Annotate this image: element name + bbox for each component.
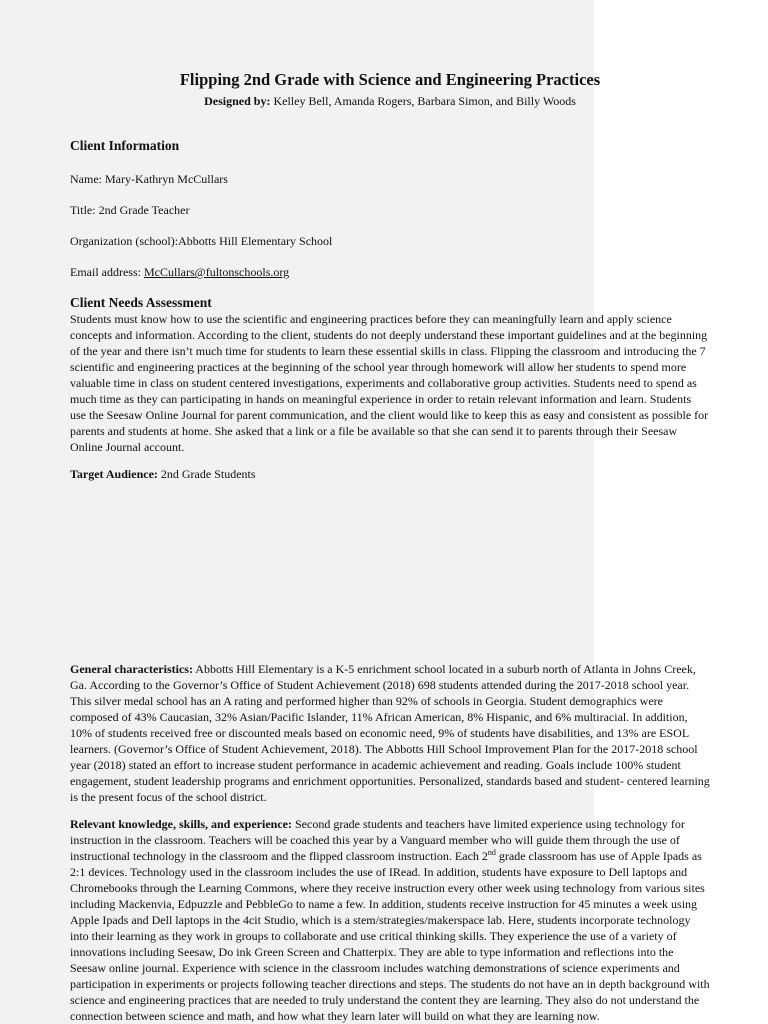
ordinal-suffix: nd (487, 848, 496, 857)
document-title: Flipping 2nd Grade with Science and Engineering Practices (179, 70, 601, 89)
target-audience-label: Target Audience: (70, 467, 158, 481)
relevant-knowledge (70, 816, 710, 1024)
client-email (70, 264, 710, 280)
target-audience-value: 2nd Grade Students (157, 467, 256, 481)
client-organization: Organization (school):Abbotts Hill Elementary School (70, 234, 333, 248)
email-label: Email address: (70, 265, 144, 279)
client-name: Name: Mary-Kathryn McCullars (70, 172, 228, 186)
relevant-knowledge-body-b: grade classroom has use of Apple Ipads as 2:1 devices. Technology used in the classroom includes the use of IRead. In addition, students have exposure to Dell laptops and Chromebooks through the Learning Commons, where they receive instruction every other week using technology from various sites including Mackenvia, Edpuzzle and PebbleGo to name a few. In addition, students receive instruction for 45 minutes a week using Apple Ipads and Dell laptops in the 4cit Studio, which is a stem/strategies/makerspace lab. Here, students incorporate technology into their learning as they work in groups to collaborate and use critical thinking skills. They experience the use of a variety of innovations including Seesaw, Do ink Green Screen and Chatterpix. They are able to type information and reflections into the Seesaw online journal. Experience with science in the classroom includes watching demonstrations of science experiments and participation in experiments or projects following teacher directions and steps. The students do not have an in depth background with science and engineering practices that are needed to truly understand the content they are learning. They also do not understand the connection between science and math, and how what they learn later will build on what they are learning now. (70, 849, 710, 1023)
relevant-knowledge-body-a: Second grade students and teachers have limited experience using technology for instruction in the classroom. Teachers will be coached this year by a Vanguard member who will guide them through the use of instructional technology in the classroom and the flipped classroom instruction. Each 2 (70, 817, 685, 863)
target-audience (70, 466, 710, 482)
needs-assessment-body: Students must know how to use the scientific and engineering practices before they can meaningfully learn and apply science concepts and information. According to the client, students do not deeply understand these important guidelines and at the beginning of the year and there isn’t much time for students to learn these essential skills in class. Flipping the classroom and introducing the 7 scientific and engineering practices at the beginning of the school year through homework will allow her students to spend more valuable time in class on student centered investigations, experiments and collaborative group activities. Students need to spend as much time as they can participating in hands on meaningful experience in order to retain relevant information and learn. Students use the Seesaw Online Journal for parent communication, and the client would like to keep this as easy and consistent as possible for parents and students at home. She asked that a link or a file be available so that she can send it to parents through their Seesaw Online Journal account. (70, 312, 709, 454)
needs-assessment-heading: Client Needs Assessment (70, 295, 212, 310)
client-title: Title: 2nd Grade Teacher (70, 203, 190, 217)
designers-line (70, 93, 710, 109)
email-link[interactable]: McCullars@fultonschools.org (143, 265, 290, 279)
general-characteristics-body: Abbotts Hill Elementary is a K-5 enrichment school located in a suburb north of Atlanta in Johns Creek, Ga. According to the Governor’s Office of Student Achievement (2018) 698 students attended during the 2017-2018 school year. This silver medal school has an A rating and performed higher than 92% of schools in Georgia. Student demographics were composed of 43% Caucasian, 32% Asian/Pacific Islander, 11% African American, 8% Hispanic, and 6% multiracial. In addition, 10% of students received free or discounted meals based on economic need, 9% of students have disabilities, and 13% are ESOL learners. (Governor’s Office of Student Achievement, 2018). The Abbotts Hill School Improvement Plan for the 2017-2018 school year (2018) stated an effort to increase student performance in academic achievement and reading. Goals include 100% student engagement, student leadership programs and enrichment opportunities. Personalized, standards based and student- centered learning is the present focus of the school district. (70, 662, 710, 804)
relevant-knowledge-label: Relevant knowledge, skills, and experience: (70, 817, 292, 831)
designers-names: Kelley Bell, Amanda Rogers, Barbara Simon, and Billy Woods (273, 94, 576, 108)
general-characteristics-label: General characteristics: (70, 662, 193, 676)
client-info-heading: Client Information (70, 138, 180, 153)
general-characteristics (70, 661, 710, 805)
designed-by-label: Designed by: (204, 94, 271, 108)
